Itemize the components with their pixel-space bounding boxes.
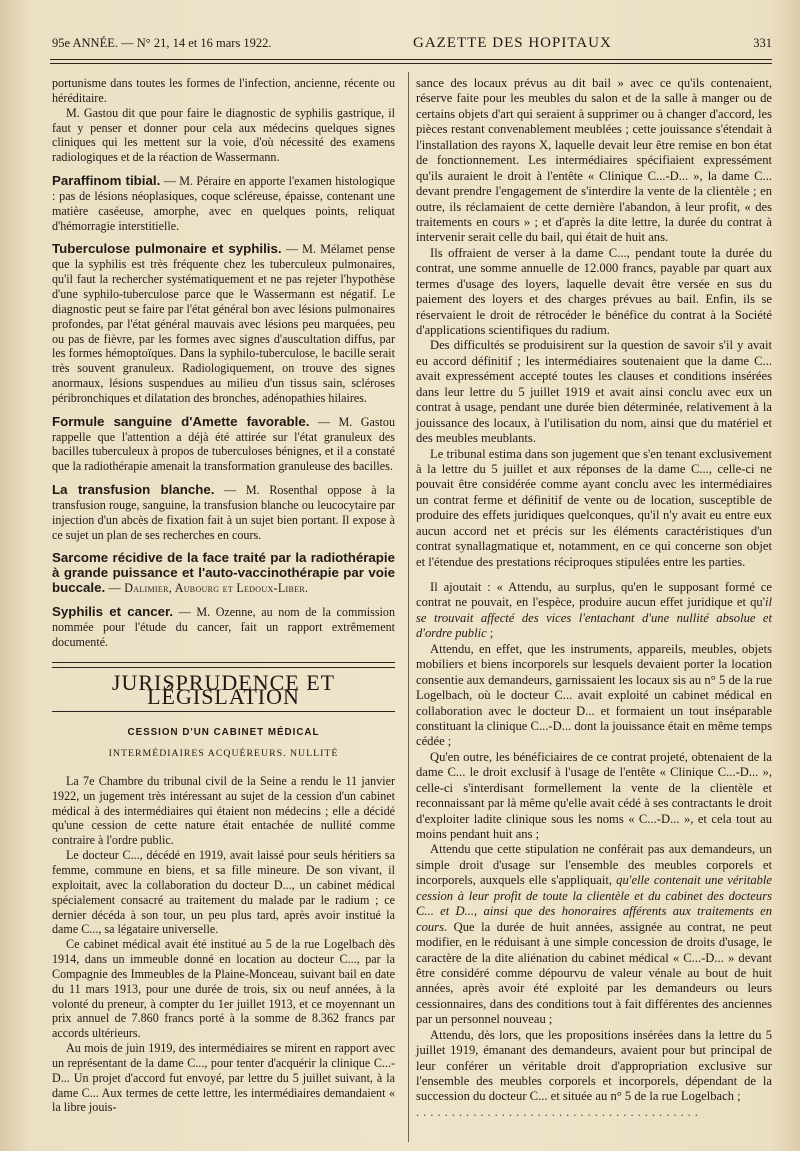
- issue-info: 95e ANNÉE. — N° 21, 14 et 16 mars 1922.: [52, 35, 272, 50]
- text-run: ;: [486, 626, 494, 641]
- text-run: Attendu que cette stipulation ne conférait pas aux demandeurs, un simple droit d'usage sur l'ensemble des meubles corporels et incorporels, auxquels elle s'appliquait,: [416, 842, 772, 888]
- paragraph: [416, 842, 772, 1027]
- paragraph: sance des locaux prévus au dit bail » avec ce qu'ils contenaient, réserve faite pour les meubles du salon et de la salle à manger ou de certains objets d'art qui seraient à supprimer ou à changer d'accord, les pièces restant convenablement meublées ; cette jouissance s'étendait à l'installation des rayons X, laquelle devait leur être remise en bon état de fonctionnement. Les intermédiaires spécifiaient expressément qu'ils auraient le droit à l'entête « Clinique C...-D... », la dame C... devant prendre l'engagement de s'interdire la vente de la clientèle ; en outre, ils réclamaient de cette dernière l'abandon, à leur profit, « des traitements en cours » ; et d'après la dite lettre, la durée du contrat à intervenir serait celle du bail, qui était de huit ans.: [416, 76, 772, 245]
- header-rule: [50, 59, 772, 64]
- item-title: Formule sanguine d'Amette favorable.: [52, 413, 310, 429]
- item-title: La transfusion blanche.: [52, 482, 215, 498]
- item-tuberculose: [52, 242, 395, 405]
- item-syphilis-cancer: [52, 605, 395, 650]
- ellipsis-line: ........................................: [416, 1104, 702, 1119]
- section-rule: [52, 662, 395, 668]
- page-header: [52, 30, 772, 56]
- paragraph: M. Gastou dit que pour faire le diagnostic de syphilis gastrique, il faut y penser et donner pour cela aux médecins quelques signes cliniques qui les mettent sur la voie, d'où nécessité des examens radiologiques et de la réaction de Wassermann.: [52, 105, 395, 165]
- paragraph: Ils offraient de verser à la dame C..., pendant toute la durée du contrat, une somme annuelle de 12.000 francs, payable par quart aux termes d'usage des loyers, laquelle devait être versée en sus du paiement des loyers et des charges prévues au bail. Enfin, ils se réservaient le droit de rétrocéder le bénéfice du contrat à la Société d'applications scientifiques du radium.: [416, 245, 772, 337]
- right-column: [416, 76, 772, 1120]
- article-title: CESSION D'UN CABINET MÉDICAL: [127, 727, 320, 739]
- item-title: Tuberculose pulmonaire et syphilis.: [52, 241, 282, 257]
- paragraph: Le tribunal estima dans son jugement que s'en tenant exclusivement à la lettre du 5 juillet et aux réponses de la dame C..., celle-ci ne pouvait être considérée comme ayant conclu avec les intermédiaires un contrat ferme et définitif de vente ou de location, susceptible de produire des effets juridiques quelconques, qu'il n'y avait eu entre eux aucun accord net et précis sur les éléments caractéristiques d'un contrat synallagmatique et, notamment, en ce qui concerne son objet et l'étendue des prestations réciproques stipulées entre les parties.: [416, 446, 772, 569]
- paragraph: Des difficultés se produisirent sur la question de savoir s'il y avait eu accord définitif ; les intermédiaires soutenaient que la dame C... avait expressément accepté toutes les clauses et conditions insérées dans leur lettre du 5 juillet 1919 et avait ainsi conclu avec eux un contrat à usage, pendant une durée bien déterminée, relativement à la jouissance des locaux, à l'utilisation du nom, ainsi que du matériel et des meubles meublants.: [416, 338, 772, 446]
- spacer: [416, 570, 772, 580]
- item-text: — Dalimier, Aubourg et Ledoux-Liber.: [105, 581, 309, 596]
- page-number: 331: [753, 35, 772, 50]
- item-text: — M. Mélamet pense que la syphilis est très fréquente chez les tuberculeux pulmonaires, qu'il faut la rechercher systématiquement et ne pas rejeter l'hypothèse d'une syphilo-tuberculose parce que le Wassermann est négatif. Le diagnostic peut se faire par l'état général bon avec lésions pulmonaires profondes, par l'état général mauvais avec lésions peu marquées, peu ou pas de fièvre, par les formes avec signes d'auscultation diffus, par les formes hémoptoïques. Dans la syphilo-tuberculose, le bacille serait très souvent granuleux. Radiologiquement, on trouve des signes anormaux, lésions suspendues au milieu d'un tissus sain, scléroses péribronchiques et dilatation des bronches, adénopathies hilaires.: [52, 242, 395, 405]
- section-underline: [52, 711, 395, 712]
- journal-title: GAZETTE DES HOPITAUX: [413, 34, 612, 51]
- paragraph: portunisme dans toutes les formes de l'infection, ancienne, récente ou héréditaire.: [52, 76, 395, 105]
- paragraph: Ce cabinet médical avait été institué au 5 de la rue Logelbach dès 1914, dans un immeuble donné en location au docteur C..., par la Compagnie des Immeubles de la Plaine-Monceau, suivant bail en date du 11 mars 1913, pour une durée de trois, six ou neuf années, à la volonté du preneur, à compter du 1er juillet 1913, et ce moyennant un prix annuel de 7.860 francs porté à la somme de 8.362 francs par accords ultérieurs.: [52, 937, 395, 1041]
- paragraph: Attendu, dès lors, que les propositions insérées dans la lettre du 5 juillet 1919, émanant des demandeurs, avaient pour but principal de leur conférer un véritable droit d'appropriation exclusive sur l'ensemble des meubles corporels et incorporels, dépendant de la succession du docteur C... et située au n° 5 de la rue Logelbach ;: [416, 1027, 772, 1104]
- paragraph: La 7e Chambre du tribunal civil de la Seine a rendu le 11 janvier 1922, un jugement très intéressant au sujet de la cession d'un cabinet médical à des intermédiaires qui étaient non médecins ; elle a décidé qu'une cession de cette nature était entachée de nullité comme contraire à l'ordre public.: [52, 773, 395, 848]
- item-title: Paraffinom tibial.: [52, 173, 161, 189]
- article-subtitle: INTERMÉDIAIRES ACQUÉREURS. NULLITÉ: [108, 748, 339, 760]
- italic-run: qu'elle contenait une véritable cession à leur profit de toute la clientèle et du cabinet des docteurs C... et D..., ainsi que des honoraires afférents aux traitements en cours: [416, 873, 772, 934]
- item-text: — M. Ozenne, au nom de la commission nommée pour l'étude du cancer, fait un rapport extrêmement documenté.: [52, 605, 395, 649]
- item-title: Sarcome récidive de la face traité par la radiothérapie à grande puissance et l'auto-vaccinothérapie par voie buccale.: [52, 550, 395, 596]
- paragraph: Au mois de juin 1919, des intermédiaires se mirent en rapport avec un représentant de la dame C..., pour tenter d'acquérir la clinique C...-D... Un projet d'accord fut envoyé, par lettre du 5 juillet suivant, à la dame C... Aux termes de cette lettre, les intermédiaires demandaient « la libre jouis-: [52, 1041, 395, 1115]
- item-formule-sanguine: [52, 415, 395, 474]
- text-run: Il ajoutait : « Attendu, au surplus, qu'en le supposant formé ce contrat ne pouvait, en l'espèce, produire aucun effet juridique et qu': [416, 580, 772, 610]
- paragraph: Qu'en outre, les bénéficiaires de ce contrat projeté, obtenaient de la dame C... le droit exclusif à l'usage de l'entête « Clinique C...-D... », celle-ci s'interdisant formellement la vente de la clientèle et reconnaissant par là même qu'elle avait cédé à ses contractants le droit d'exploiter ladite clinique sous les noms « C...-D... », et cela tout au moins pendant huit ans ;: [416, 749, 772, 841]
- paragraph: [416, 580, 772, 642]
- item-sarcome: [52, 551, 395, 596]
- item-text: — M. Rosenthal oppose à la transfusion rouge, sanguine, la transfusion blanche ou leucocytaire par injection d'un abcès de fixation fait à un sujet bien portant. Il expose à ce sujet un plan de ses recherches en cours.: [52, 483, 395, 542]
- italic-run: il se trouvait affecté des vices l'entachant d'une nullité absolue et d'ordre public: [416, 595, 772, 641]
- item-paraffinom: [52, 174, 395, 233]
- item-title: Syphilis et cancer.: [52, 604, 174, 619]
- left-column: [52, 76, 395, 1115]
- paragraph: Attendu, en effet, que les instruments, appareils, meubles, objets mobiliers et biens incorporels sur lesquels devaient porter la location consentie aux demandeurs, garnissaient les locaux sis au n° 5 de la rue Logelbach, où le docteur C... avait exploité un cabinet médical en collaboration avec le docteur D... et formaient un tout inséparable constituant la clinique C...-D... dont la jouissance était en même temps cédée ;: [416, 641, 772, 749]
- item-transfusion: [52, 483, 395, 542]
- text-run: . Que la durée de huit années, assignée au contrat, ne peut modifier, en le réduisant à une simple concession de droits d'usage, le caractère de la dite aliénation du cabinet médical « C...-D... » devant être considéré comme dépourvu de valeur vénale au bout de huit années, après avoir été exploité par les demandeurs ou leurs cessionnaires, dans des conditions tout à fait différentes des anciennes par un personnel nouveau ;: [416, 919, 772, 1027]
- item-text: — M. Péraire en apporte l'examen histologique : pas de lésions néoplasiques, coque scléreuse, épaisse, contenant une matière caséeuse, amorphe, avec en quelques points, reliquat d'hémorragie interstitielle.: [52, 174, 395, 233]
- item-text: — M. Gastou rappelle que l'attention a déjà été attirée sur l'état granuleux des bacilles tuberculeux à propos de tuberculoses bénignes, et il a constaté que la radiothérapie amenait la transformation granuleuse des bacilles.: [52, 414, 395, 474]
- paragraph: Le docteur C..., décédé en 1919, avait laissé pour seuls héritiers sa femme, commune en biens, et sa fille mineure. De son vivant, il exploitait, avec la collaboration du docteur D..., un cabinet médical spécialement consacré au traitement du malade par le radium ; ce dernier décéda à son tour, un peu plus tard, après avoir institué la dame C..., sa légataire universelle.: [52, 848, 395, 937]
- section-title: JURISPRUDENCE ET LÉGISLATION: [111, 669, 336, 710]
- column-divider: [408, 72, 409, 1142]
